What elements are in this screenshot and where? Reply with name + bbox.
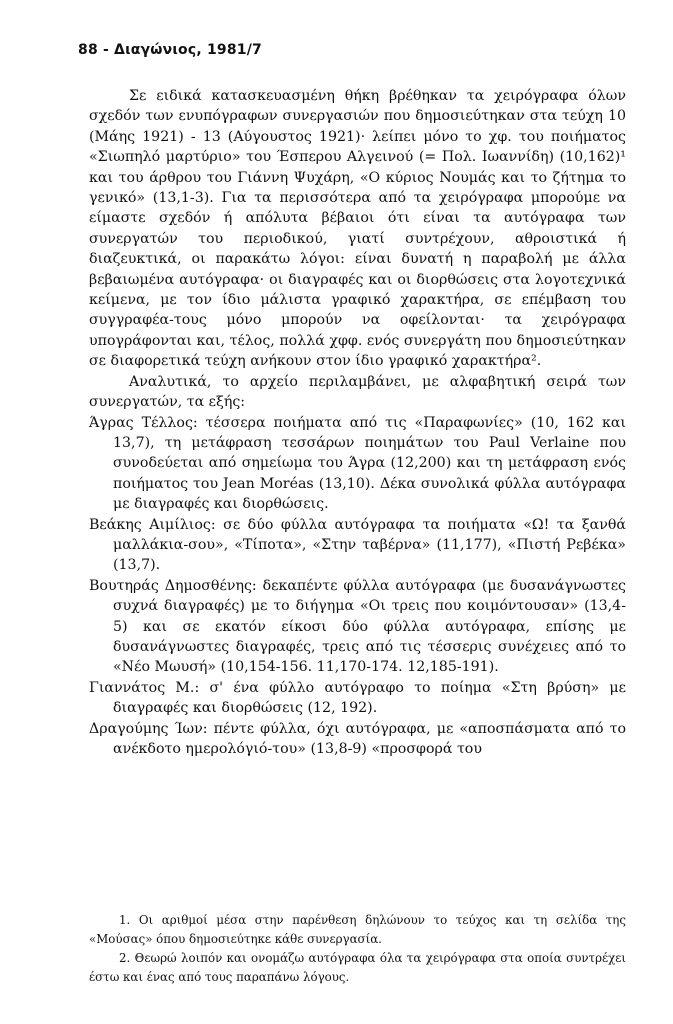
footnote-1: 1. Οι αριθμοί μέσα στην παρένθεση δηλώνουν το τεύχος και τη σελίδα της «Μούσας» όπου δημοσιεύτηκε κάθε συνεργασία. (89, 913, 626, 946)
entry-agras: Άγρας Τέλλος: τέσσερα ποιήματα από τις «Παραφωνίες» (10, 162 και 13,7), τη μετάφραση τεσσάρων ποιημάτων του Paul Verlaine που συνοδεύεται από σημείωμα του Άγρα (12,200) και τη μετάφραση ενός ποιήματος του Jean Moréas (13,10). Δέκα συνολικά φύλλα αυτόγραφα με διαγραφές και διορθώσεις. (89, 414, 626, 513)
entry-giannatos: Γιαννάτος Μ.: σ' ένα φύλλο αυτόγραφο το ποίημα «Στη βρύση» με διαγραφές και διορθώσεις (12, 192). (89, 679, 626, 717)
running-header: 88 - Διαγώνιος, 1981/7 (78, 42, 262, 58)
paragraph-intro: Σε ειδικά κατασκευασμένη θήκη βρέθηκαν τα χειρόγραφα όλων σχεδόν των ενυπόγραφων συνεργασιών που δημοσιεύτηκαν στα τεύχη 10 (Μάης 1921) - 13 (Αύγουστος 1921)· λείπει μόνο το χφ. του ποιήματος «Σιωπηλό μαρτύριο» του Έσπερου Αλγεινού (= Πολ. Ιωαννίδη) (10,162)¹ και του άρθρου του Γιάννη Ψυχάρη, «Ο κύριος Νουμάς και το ζήτημα το γενικό» (13,1-3). Για τα περισσότερα από τα χειρόγραφα μπορούμε να είμαστε σχεδόν ή απόλυτα βέβαιοι ότι είναι τα αυτόγραφα των συνεργατών του περιοδικού, γιατί συντρέχουν, αθροιστικά ή διαζευκτικά, οι παρακάτω λόγοι: είναι δυνατή η παραβολή με άλλα βεβαιωμένα αυτόγραφα· οι διαγραφές και οι διορθώσεις στα λογοτεχνικά κείμενα, με τον ίδιο μάλιστα γραφικό χαρακτήρα, σε επέμβαση του συγγραφέα-τους μόνο μπορούν να οφείλονται· τα χειρόγραφα υπογράφονται και, τέλος, πολλά χφφ. ενός συνεργάτη που δημοσιεύτηκαν σε διαφορετικά τεύχη ανήκουν στον ίδιο γραφικό χαρακτήρα². (89, 88, 626, 370)
entry-veakis: Βεάκης Αιμίλιος: σε δύο φύλλα αυτόγραφα τα ποιήματα «Ω! τα ξανθά μαλλάκια-σου», «Τίποτα», «Στην ταβέρνα» (11,177), «Πιστή Ρεβέκα» (13,7). (89, 516, 626, 574)
entry-dragoumis: Δραγούμης Ίων: πέντε φύλλα, όχι αυτόγραφα, με «αποσπάσματα από το ανέκδοτο ημερολόγιό-του» (13,8-9) «προσφορά του (89, 720, 626, 757)
paragraph-list-intro: Αναλυτικά, το αρχείο περιλαμβάνει, με αλφαβητική σειρά των συνεργατών, τα εξής: (89, 373, 626, 411)
footnote-2: 2. Θεωρώ λοιπόν και ονομάζω αυτόγραφα όλα τα χειρόγραφα στα οποία συντρέχει έστω και ένας από τους παραπάνω λόγους. (89, 951, 626, 984)
entry-voutiras: Βουτηράς Δημοσθένης: δεκαπέντε φύλλα αυτόγραφα (με δυσανάγνωστες συχνά διαγραφές) με το διήγημα «Οι τρεις που κοιμόντουσαν» (13,4-5) και σε εκατόν είκοσι δύο φύλλα αυτόγραφα, επίσης με δυσανάγνωστες διαγραφές, τρεις από τις τέσσερις συνέχειες από το «Νέο Μωυσή» (10,154-156. 11,170-174. 12,185-191). (89, 577, 626, 676)
footnotes (89, 911, 626, 987)
body-text (89, 86, 626, 759)
